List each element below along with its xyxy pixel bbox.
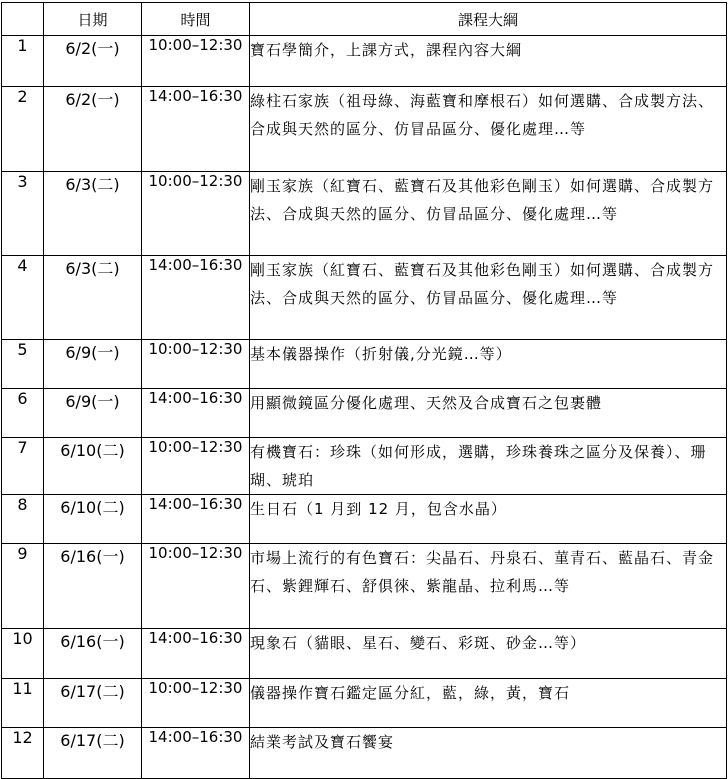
row-outline: 儀器操作寶石鑑定區分紅，藍，綠，黃，寶石 [250, 679, 727, 728]
table-row [2, 36, 727, 87]
row-time: 14:00–16:30 [142, 389, 250, 438]
row-time: 10:00–12:30 [142, 679, 250, 728]
row-date: 6/3(二) [44, 172, 142, 256]
row-outline: 生日石（1 月到 12 月，包含水晶） [250, 495, 727, 544]
row-number: 9 [2, 544, 44, 629]
row-outline: 用顯微鏡區分優化處理、天然及合成寶石之包裹體 [250, 389, 727, 438]
row-outline: 有機寶石：珍珠（如何形成，選購，珍珠養珠之區分及保養）、珊瑚、琥珀 [250, 438, 727, 495]
row-date: 6/10(二) [44, 495, 142, 544]
row-number: 12 [2, 728, 44, 779]
row-time: 10:00–12:30 [142, 438, 250, 495]
row-time: 14:00–16:30 [142, 256, 250, 340]
row-time: 10:00–12:30 [142, 172, 250, 256]
table-row [2, 728, 727, 779]
row-number: 8 [2, 495, 44, 544]
table-row [2, 544, 727, 629]
row-outline: 綠柱石家族（祖母綠、海藍寶和摩根石）如何選購、合成製方法、合成與天然的區分、仿冒品區分、優化處理…等 [250, 87, 727, 172]
course-schedule-table [1, 2, 727, 779]
row-number: 11 [2, 679, 44, 728]
table-row [2, 87, 727, 172]
row-outline: 剛玉家族（紅寶石、藍寶石及其他彩色剛玉）如何選購、合成製方法、合成與天然的區分、仿冒品區分、優化處理…等 [250, 256, 727, 340]
header-row [2, 3, 727, 36]
row-date: 6/16(一) [44, 544, 142, 629]
header-number [2, 3, 44, 36]
row-number: 10 [2, 629, 44, 679]
table-row [2, 256, 727, 340]
row-number: 2 [2, 87, 44, 172]
row-outline: 剛玉家族（紅寶石、藍寶石及其他彩色剛玉）如何選購、合成製方法、合成與天然的區分、仿冒品區分、優化處理…等 [250, 172, 727, 256]
row-time: 14:00–16:30 [142, 629, 250, 679]
row-date: 6/16(一) [44, 629, 142, 679]
row-outline: 市場上流行的有色寶石：尖晶石、丹泉石、菫青石、藍晶石、青金石、紫鋰輝石、舒俱徠、紫龍晶、拉利馬…等 [250, 544, 727, 629]
row-time: 10:00–12:30 [142, 340, 250, 389]
row-time: 14:00–16:30 [142, 495, 250, 544]
row-number: 6 [2, 389, 44, 438]
table-row [2, 495, 727, 544]
table-row [2, 389, 727, 438]
row-date: 6/10(二) [44, 438, 142, 495]
row-number: 5 [2, 340, 44, 389]
table-row [2, 438, 727, 495]
row-date: 6/9(一) [44, 389, 142, 438]
row-date: 6/17(二) [44, 728, 142, 779]
row-outline: 基本儀器操作（折射儀,分光鏡…等） [250, 340, 727, 389]
table-row [2, 679, 727, 728]
row-time: 10:00–12:30 [142, 544, 250, 629]
header-date: 日期 [44, 3, 142, 36]
table-row [2, 629, 727, 679]
row-date: 6/2(一) [44, 36, 142, 87]
table-row [2, 172, 727, 256]
row-number: 3 [2, 172, 44, 256]
row-outline: 結業考試及寶石饗宴 [250, 728, 727, 779]
table-row [2, 340, 727, 389]
row-number: 1 [2, 36, 44, 87]
row-number: 7 [2, 438, 44, 495]
row-outline: 現象石（貓眼、星石、變石、彩斑、砂金…等） [250, 629, 727, 679]
row-time: 14:00–16:30 [142, 87, 250, 172]
header-outline: 課程大綱 [250, 3, 727, 36]
schedule-body [2, 36, 727, 779]
row-date: 6/2(一) [44, 87, 142, 172]
row-date: 6/9(一) [44, 340, 142, 389]
row-time: 14:00–16:30 [142, 728, 250, 779]
header-time: 時間 [142, 3, 250, 36]
row-number: 4 [2, 256, 44, 340]
row-time: 10:00–12:30 [142, 36, 250, 87]
row-outline: 寶石學簡介，上課方式，課程內容大綱 [250, 36, 727, 87]
row-date: 6/17(二) [44, 679, 142, 728]
row-date: 6/3(二) [44, 256, 142, 340]
